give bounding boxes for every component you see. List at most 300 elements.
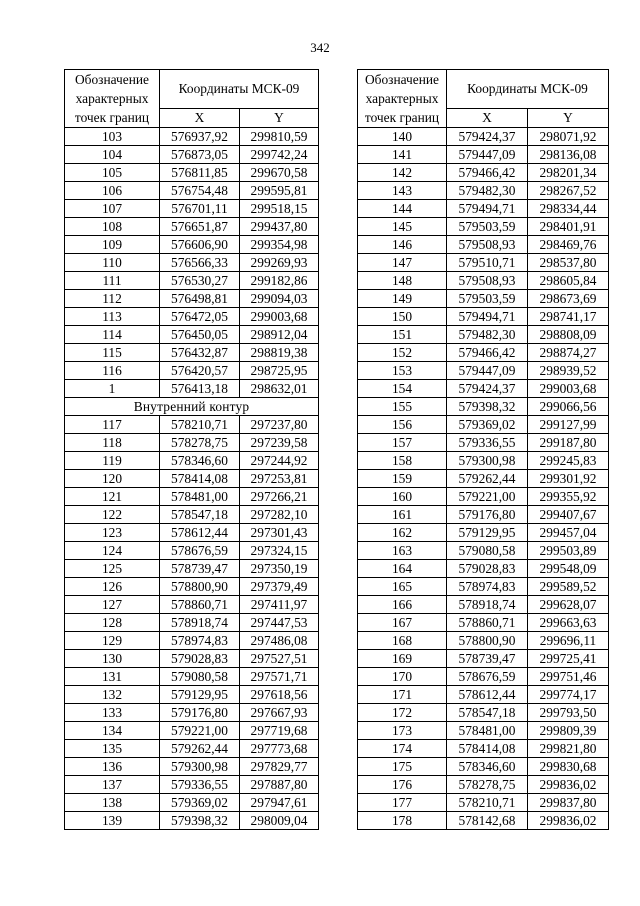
cell-x: 579503,59 (447, 290, 528, 308)
cell-y: 298071,92 (528, 128, 609, 146)
cell-y: 297244,92 (240, 452, 319, 470)
cell-y: 299269,93 (240, 254, 319, 272)
table-row (358, 668, 609, 686)
table-row (358, 128, 609, 146)
cell-point-id: 156 (358, 416, 447, 434)
cell-y: 297829,77 (240, 758, 319, 776)
cell-point-id: 160 (358, 488, 447, 506)
cell-point-id: 146 (358, 236, 447, 254)
cell-x: 576498,81 (160, 290, 240, 308)
cell-y: 297301,43 (240, 524, 319, 542)
table-row (65, 164, 319, 182)
cell-point-id: 103 (65, 128, 160, 146)
cell-y: 297239,58 (240, 434, 319, 452)
table-row (358, 182, 609, 200)
cell-point-id: 105 (65, 164, 160, 182)
cell-y: 299245,83 (528, 452, 609, 470)
header-coordinates: Координаты МСК-09 (447, 70, 609, 109)
cell-point-id: 119 (65, 452, 160, 470)
table-row (65, 668, 319, 686)
cell-x: 579482,30 (447, 326, 528, 344)
cell-point-id: 124 (65, 542, 160, 560)
cell-x: 576530,27 (160, 272, 240, 290)
cell-y: 297486,08 (240, 632, 319, 650)
table-row (358, 308, 609, 326)
cell-point-id: 115 (65, 344, 160, 362)
table-row (65, 362, 319, 380)
cell-y: 299810,59 (240, 128, 319, 146)
cell-point-id: 117 (65, 416, 160, 434)
table-row (358, 416, 609, 434)
table-row (358, 650, 609, 668)
cell-x: 578414,08 (160, 470, 240, 488)
cell-y: 299355,92 (528, 488, 609, 506)
table-row (358, 794, 609, 812)
header-y: Y (240, 109, 319, 128)
cell-point-id: 164 (358, 560, 447, 578)
cell-x: 576937,92 (160, 128, 240, 146)
cell-point-id: 144 (358, 200, 447, 218)
cell-x: 578860,71 (160, 596, 240, 614)
cell-point-id: 109 (65, 236, 160, 254)
header-designation: Обозначение характерных точек границ (358, 70, 447, 128)
cell-point-id: 132 (65, 686, 160, 704)
table-row (65, 614, 319, 632)
cell-x: 578612,44 (447, 686, 528, 704)
table-row (358, 470, 609, 488)
cell-point-id: 142 (358, 164, 447, 182)
table-row (65, 524, 319, 542)
table-row (358, 524, 609, 542)
cell-x: 578676,59 (160, 542, 240, 560)
cell-point-id: 110 (65, 254, 160, 272)
cell-y: 298912,04 (240, 326, 319, 344)
cell-y: 299774,17 (528, 686, 609, 704)
table-row (65, 254, 319, 272)
cell-x: 576566,33 (160, 254, 240, 272)
cell-y: 298632,01 (240, 380, 319, 398)
cell-point-id: 137 (65, 776, 160, 794)
cell-x: 579508,93 (447, 236, 528, 254)
cell-point-id: 136 (65, 758, 160, 776)
table-row (65, 560, 319, 578)
cell-y: 299066,56 (528, 398, 609, 416)
cell-y: 299837,80 (528, 794, 609, 812)
cell-y: 299354,98 (240, 236, 319, 254)
cell-point-id: 163 (358, 542, 447, 560)
cell-x: 579466,42 (447, 164, 528, 182)
cell-x: 579508,93 (447, 272, 528, 290)
cell-point-id: 178 (358, 812, 447, 830)
cell-y: 299457,04 (528, 524, 609, 542)
cell-x: 576472,05 (160, 308, 240, 326)
cell-x: 578142,68 (447, 812, 528, 830)
cell-y: 298741,17 (528, 308, 609, 326)
cell-x: 579300,98 (447, 452, 528, 470)
cell-x: 579398,32 (160, 812, 240, 830)
table-row (358, 704, 609, 722)
cell-x: 579424,37 (447, 380, 528, 398)
cell-x: 579080,58 (447, 542, 528, 560)
table-row (358, 164, 609, 182)
table-row (65, 506, 319, 524)
table-row (358, 236, 609, 254)
cell-x: 576873,05 (160, 146, 240, 164)
cell-x: 579369,02 (447, 416, 528, 434)
cell-y: 298334,44 (528, 200, 609, 218)
table-row (358, 290, 609, 308)
cell-point-id: 154 (358, 380, 447, 398)
table-row (358, 506, 609, 524)
cell-x: 578918,74 (447, 596, 528, 614)
cell-y: 299589,52 (528, 578, 609, 596)
cell-point-id: 139 (65, 812, 160, 830)
cell-point-id: 169 (358, 650, 447, 668)
cell-y: 298939,52 (528, 362, 609, 380)
table-row (358, 218, 609, 236)
table-row (65, 434, 319, 452)
table-row (65, 776, 319, 794)
table-row (65, 488, 319, 506)
table-row (358, 380, 609, 398)
cell-y: 298401,91 (528, 218, 609, 236)
cell-x: 578860,71 (447, 614, 528, 632)
table-row (358, 776, 609, 794)
cell-y: 299437,80 (240, 218, 319, 236)
cell-x: 579262,44 (447, 470, 528, 488)
cell-y: 299003,68 (240, 308, 319, 326)
cell-x: 579503,59 (447, 218, 528, 236)
cell-point-id: 127 (65, 596, 160, 614)
cell-point-id: 171 (358, 686, 447, 704)
cell-x: 579494,71 (447, 200, 528, 218)
cell-y: 297667,93 (240, 704, 319, 722)
table-row (65, 236, 319, 254)
cell-y: 298267,52 (528, 182, 609, 200)
cell-x: 579398,32 (447, 398, 528, 416)
cell-x: 579080,58 (160, 668, 240, 686)
table-row (358, 740, 609, 758)
cell-x: 576420,57 (160, 362, 240, 380)
cell-point-id: 141 (358, 146, 447, 164)
table-row (358, 722, 609, 740)
table-row (358, 146, 609, 164)
cell-point-id: 123 (65, 524, 160, 542)
cell-point-id: 135 (65, 740, 160, 758)
cell-x: 579176,80 (160, 704, 240, 722)
cell-y: 298201,34 (528, 164, 609, 182)
cell-y: 297447,53 (240, 614, 319, 632)
cell-x: 579336,55 (160, 776, 240, 794)
table-row (65, 812, 319, 830)
cell-y: 297773,68 (240, 740, 319, 758)
section-label-inner-contour: Внутренний контур (65, 398, 319, 416)
cell-x: 578210,71 (160, 416, 240, 434)
cell-point-id: 122 (65, 506, 160, 524)
cell-y: 299187,80 (528, 434, 609, 452)
cell-x: 578547,18 (160, 506, 240, 524)
cell-y: 299836,02 (528, 776, 609, 794)
table-row (358, 326, 609, 344)
cell-point-id: 151 (358, 326, 447, 344)
cell-point-id: 125 (65, 560, 160, 578)
cell-x: 578974,83 (160, 632, 240, 650)
cell-x: 578918,74 (160, 614, 240, 632)
cell-y: 299182,86 (240, 272, 319, 290)
cell-y: 298808,09 (528, 326, 609, 344)
table-row (358, 542, 609, 560)
cell-x: 579447,09 (447, 146, 528, 164)
cell-y: 299407,67 (528, 506, 609, 524)
cell-y: 299548,09 (528, 560, 609, 578)
cell-point-id: 130 (65, 650, 160, 668)
table-row (65, 218, 319, 236)
page-number: 342 (310, 40, 330, 55)
cell-x: 579510,71 (447, 254, 528, 272)
table-row (65, 200, 319, 218)
cell-y: 297253,81 (240, 470, 319, 488)
cell-y: 299821,80 (528, 740, 609, 758)
cell-point-id: 149 (358, 290, 447, 308)
cell-y: 297527,51 (240, 650, 319, 668)
cell-y: 299751,46 (528, 668, 609, 686)
coordinates-table-left (64, 69, 319, 830)
cell-x: 579262,44 (160, 740, 240, 758)
table-row (65, 578, 319, 596)
table-row (65, 380, 319, 398)
cell-y: 297719,68 (240, 722, 319, 740)
cell-y: 297237,80 (240, 416, 319, 434)
header-coordinates: Координаты МСК-09 (160, 70, 319, 109)
cell-y: 298673,69 (528, 290, 609, 308)
cell-x: 579482,30 (447, 182, 528, 200)
cell-x: 578346,60 (160, 452, 240, 470)
cell-x: 578414,08 (447, 740, 528, 758)
table-row (65, 452, 319, 470)
cell-x: 579028,83 (160, 650, 240, 668)
table-row (65, 632, 319, 650)
cell-point-id: 153 (358, 362, 447, 380)
cell-x: 576606,90 (160, 236, 240, 254)
table-row (358, 398, 609, 416)
cell-y: 297282,10 (240, 506, 319, 524)
table-row (65, 182, 319, 200)
cell-x: 576450,05 (160, 326, 240, 344)
cell-y: 299696,11 (528, 632, 609, 650)
table-row (65, 308, 319, 326)
cell-x: 578278,75 (160, 434, 240, 452)
cell-x: 579221,00 (447, 488, 528, 506)
cell-y: 299830,68 (528, 758, 609, 776)
cell-point-id: 107 (65, 200, 160, 218)
table-row (358, 452, 609, 470)
cell-point-id: 126 (65, 578, 160, 596)
table-row (358, 254, 609, 272)
cell-point-id: 159 (358, 470, 447, 488)
cell-y: 298136,08 (528, 146, 609, 164)
cell-point-id: 108 (65, 218, 160, 236)
cell-y: 299725,41 (528, 650, 609, 668)
cell-y: 299836,02 (528, 812, 609, 830)
table-row (65, 542, 319, 560)
cell-y: 299094,03 (240, 290, 319, 308)
cell-y: 297266,21 (240, 488, 319, 506)
cell-x: 579369,02 (160, 794, 240, 812)
header-x: X (160, 109, 240, 128)
cell-y: 297324,15 (240, 542, 319, 560)
cell-y: 299003,68 (528, 380, 609, 398)
cell-x: 578612,44 (160, 524, 240, 542)
cell-y: 297379,49 (240, 578, 319, 596)
cell-point-id: 145 (358, 218, 447, 236)
table-row (358, 560, 609, 578)
cell-point-id: 128 (65, 614, 160, 632)
header-y: Y (528, 109, 609, 128)
table-row (358, 578, 609, 596)
cell-point-id: 177 (358, 794, 447, 812)
cell-y: 299518,15 (240, 200, 319, 218)
table-row (358, 362, 609, 380)
cell-y: 298537,80 (528, 254, 609, 272)
cell-y: 298725,95 (240, 362, 319, 380)
cell-x: 578739,47 (447, 650, 528, 668)
cell-x: 579447,09 (447, 362, 528, 380)
cell-point-id: 112 (65, 290, 160, 308)
cell-point-id: 113 (65, 308, 160, 326)
cell-point-id: 161 (358, 506, 447, 524)
cell-y: 297947,61 (240, 794, 319, 812)
table-row (65, 686, 319, 704)
cell-y: 299742,24 (240, 146, 319, 164)
cell-x: 579028,83 (447, 560, 528, 578)
cell-y: 298874,27 (528, 344, 609, 362)
cell-point-id: 147 (358, 254, 447, 272)
table-row (65, 290, 319, 308)
cell-point-id: 172 (358, 704, 447, 722)
table-row (65, 740, 319, 758)
cell-x: 578481,00 (447, 722, 528, 740)
cell-point-id: 133 (65, 704, 160, 722)
cell-point-id: 143 (358, 182, 447, 200)
cell-y: 298469,76 (528, 236, 609, 254)
cell-x: 578676,59 (447, 668, 528, 686)
cell-y: 299301,92 (528, 470, 609, 488)
cell-x: 578278,75 (447, 776, 528, 794)
cell-y: 298009,04 (240, 812, 319, 830)
cell-x: 579494,71 (447, 308, 528, 326)
cell-y: 298819,38 (240, 344, 319, 362)
cell-x: 578974,83 (447, 578, 528, 596)
table-row (358, 200, 609, 218)
cell-point-id: 148 (358, 272, 447, 290)
cell-point-id: 173 (358, 722, 447, 740)
table-row (358, 596, 609, 614)
cell-point-id: 114 (65, 326, 160, 344)
cell-x: 576811,85 (160, 164, 240, 182)
cell-y: 297571,71 (240, 668, 319, 686)
table-row (358, 632, 609, 650)
cell-y: 299663,63 (528, 614, 609, 632)
cell-point-id: 134 (65, 722, 160, 740)
cell-y: 299127,99 (528, 416, 609, 434)
table-row (358, 344, 609, 362)
cell-x: 576754,48 (160, 182, 240, 200)
table-row (65, 470, 319, 488)
coordinates-table-right (357, 69, 609, 830)
cell-point-id: 118 (65, 434, 160, 452)
cell-y: 299809,39 (528, 722, 609, 740)
table-row (65, 650, 319, 668)
cell-y: 298605,84 (528, 272, 609, 290)
cell-point-id: 1 (65, 380, 160, 398)
table-row (65, 146, 319, 164)
cell-point-id: 111 (65, 272, 160, 290)
cell-point-id: 168 (358, 632, 447, 650)
cell-y: 299595,81 (240, 182, 319, 200)
cell-point-id: 116 (65, 362, 160, 380)
cell-point-id: 157 (358, 434, 447, 452)
cell-x: 579466,42 (447, 344, 528, 362)
table-row (358, 758, 609, 776)
cell-y: 299628,07 (528, 596, 609, 614)
table-row (65, 272, 319, 290)
table-row (65, 128, 319, 146)
table-row (65, 344, 319, 362)
cell-y: 297618,56 (240, 686, 319, 704)
cell-point-id: 170 (358, 668, 447, 686)
cell-x: 579424,37 (447, 128, 528, 146)
cell-point-id: 175 (358, 758, 447, 776)
cell-x: 578346,60 (447, 758, 528, 776)
table-row (65, 596, 319, 614)
cell-x: 579300,98 (160, 758, 240, 776)
header-designation: Обозначение характерных точек границ (65, 70, 160, 128)
cell-x: 578800,90 (447, 632, 528, 650)
table-row (65, 794, 319, 812)
cell-x: 579129,95 (160, 686, 240, 704)
table-row (358, 614, 609, 632)
table-row (358, 272, 609, 290)
cell-y: 297887,80 (240, 776, 319, 794)
table-row (358, 812, 609, 830)
cell-point-id: 158 (358, 452, 447, 470)
table-row (65, 326, 319, 344)
cell-x: 576651,87 (160, 218, 240, 236)
table-row (65, 704, 319, 722)
table-row (358, 488, 609, 506)
cell-x: 579336,55 (447, 434, 528, 452)
cell-y: 299670,58 (240, 164, 319, 182)
table-row (358, 686, 609, 704)
cell-y: 299793,50 (528, 704, 609, 722)
cell-point-id: 131 (65, 668, 160, 686)
cell-x: 578481,00 (160, 488, 240, 506)
cell-x: 576432,87 (160, 344, 240, 362)
cell-point-id: 155 (358, 398, 447, 416)
header-x: X (447, 109, 528, 128)
cell-point-id: 121 (65, 488, 160, 506)
cell-x: 576413,18 (160, 380, 240, 398)
cell-y: 297411,97 (240, 596, 319, 614)
cell-point-id: 167 (358, 614, 447, 632)
table-row (65, 722, 319, 740)
cell-point-id: 152 (358, 344, 447, 362)
cell-point-id: 106 (65, 182, 160, 200)
table-row (358, 434, 609, 452)
cell-point-id: 104 (65, 146, 160, 164)
cell-point-id: 129 (65, 632, 160, 650)
cell-point-id: 166 (358, 596, 447, 614)
